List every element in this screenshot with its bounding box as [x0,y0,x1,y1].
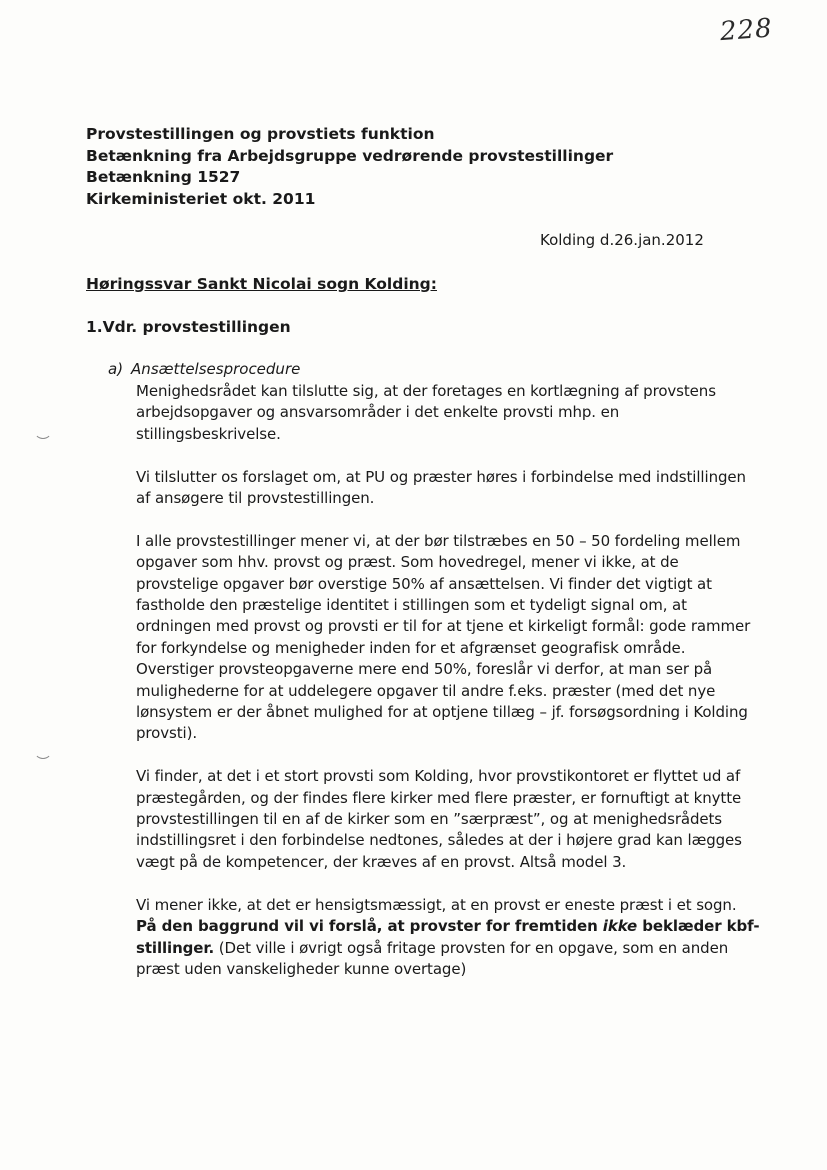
paragraph-1: Menighedsrådet kan tilslutte sig, at der foretages en kortlægning af provstens arbejdsopgaver og ansvarsområder i det enkelte provsti mhp. en stillingsbeskrivelse. [136,382,716,443]
dateline: Kolding d.26.jan.2012 [540,231,704,249]
paragraph-5-end: (Det ville i øvrigt også fritage provsten for en opgave, som en anden præst uden vanskeligheder kunne overtage) [136,938,729,978]
header-title: Provstestillingen og provstiets funktion [86,125,435,143]
document-header [86,124,726,210]
paragraph-3: I alle provstestillinger mener vi, at der bør tilstræbes en 50 – 50 fordeling mellem opgaver som hhv. provst og præst. Som hovedregel, mener vi ikke, at de provstelige opgaver bør overstige 50% af ansættelsen. Vi finder det vigtigt at fastholde den præstelige identitet i stillingen som et tydeligt signal om, at ordningen med provst og provsti er til for at tjene et kirkeligt formål: gode rammer for forkyndelse og menigheder inden for et afgrænset geografisk område. Overstiger provsteopgaverne mere end 50%, foreslår vi derfor, at man ser på mulighederne for at uddelegere opgaver til andre f.eks. præster (med det nye lønsystem er der åbnet mulighed for at optjene tillæg – jf. forsøgsordning i Kolding provsti). [136,531,751,743]
header-ministry-date: Kirkeministeriet okt. 2011 [86,189,316,208]
punch-hole-mark-upper [34,422,52,439]
subsection-heading [108,360,300,378]
section-heading: 1.Vdr. provstestillingen [86,318,291,336]
paragraph-5-bold-end: beklæder kbf- stillinger. [136,917,760,957]
header-subtitle: Betænkning fra Arbejdsgruppe vedrørende provstestillinger [86,146,614,165]
page-number: 228 [719,13,774,48]
paragraph-4: Vi finder, at det i et stort provsti som Kolding, hvor provstikontoret er flyttet ud af præstegården, og der findes flere kirker med flere præster, er fornuftigt at knytte provstestillingen til en af de kirker som en ”særpræst”, og at menighedsrådets indstillingsret i den forbindelse nedtones, således at der i højere grad kan lægges vægt på de kompetencer, der kræves af en provst. Altså model 3. [136,767,742,871]
response-heading: Høringssvar Sankt Nicolai sogn Kolding: [86,275,437,293]
header-report-number: Betænkning 1527 [86,168,241,186]
subsection-marker: a) [108,360,124,378]
paragraph-5-start: Vi mener ikke, at det er hensigtsmæssigt, at en provst er eneste præst i et sogn. [136,895,737,914]
punch-hole-mark-lower [34,742,52,759]
paragraph-5-bold: På den baggrund vil vi forslå, at provster for fremtiden [136,917,603,936]
paragraph-5-bold-italic: ikke [602,917,638,936]
paragraph-2: Vi tilslutter os forslaget om, at PU og præster høres i forbindelse med indstillingen af ansøgere til provstestillingen. [136,467,746,508]
subsection-title: Ansættelsesprocedure [131,360,301,378]
paragraph-5 [136,895,761,981]
body-text [136,381,761,1002]
